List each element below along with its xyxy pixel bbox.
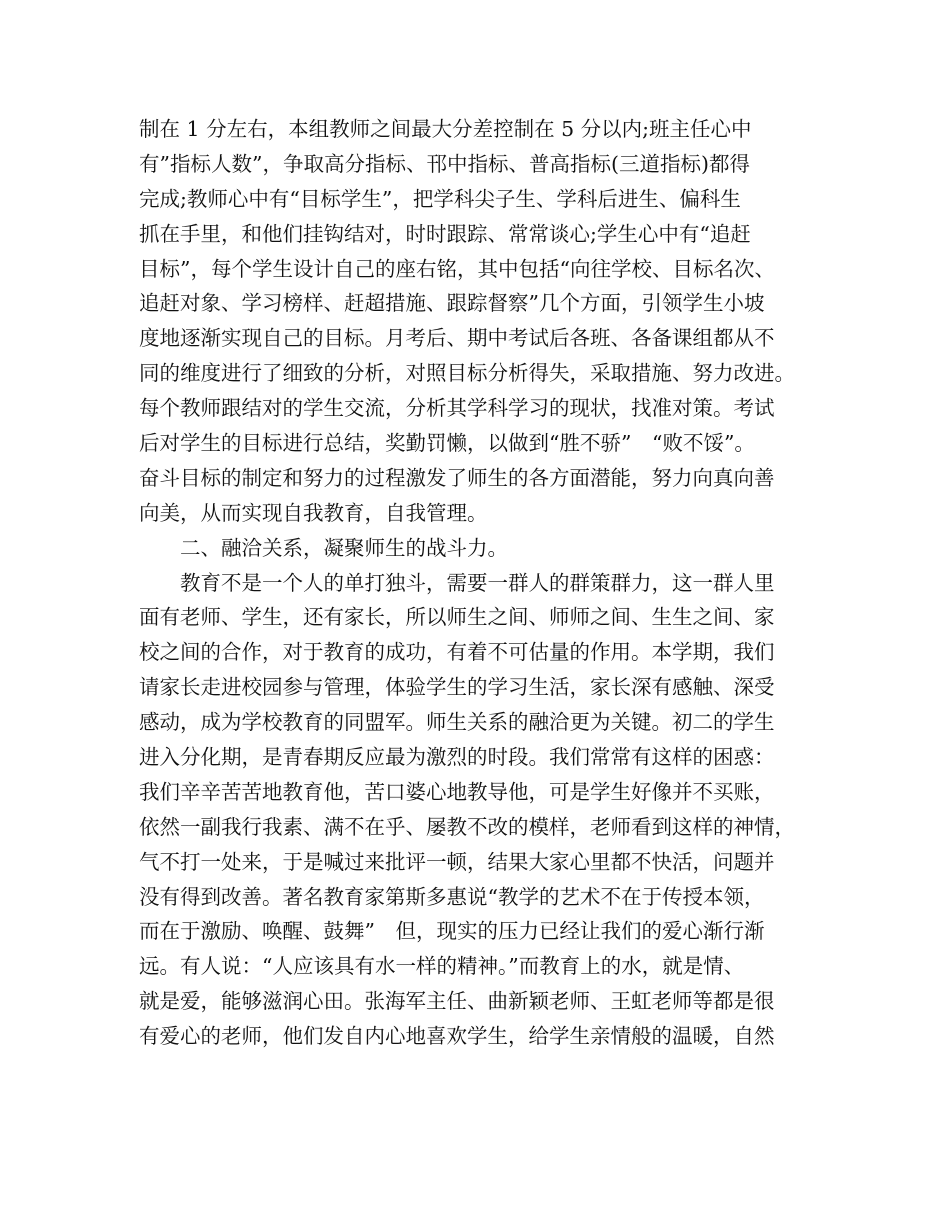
text-line: 每个教师跟结对的学生交流，分析其学科学习的现状，找准对策。考试 xyxy=(139,396,775,421)
text-line: 面有老师、学生，还有家长，所以师生之间、师师之间、生生之间、家 xyxy=(139,605,775,630)
text-line: 校之间的合作，对于教育的成功，有着不可估量的作用。本学期，我们 xyxy=(139,640,775,665)
text-line: 制在 1 分左右，本组教师之间最大分差控制在 5 分以内;班主任心中 xyxy=(139,117,752,141)
text-line: 奋斗目标的制定和努力的过程激发了师生的各方面潜能，努力向真向善 xyxy=(139,465,775,490)
text-line: 有”指标人数”，争取高分指标、邗中指标、普高指标(三道指标)都得 xyxy=(139,151,750,176)
text-line: 同的维度进行了细致的分析，对照目标分析得失，采取措施、努力改进。 xyxy=(139,361,795,386)
text-line: 追赶对象、学习榜样、赶超措施、跟踪督察”几个方面，引领学生小坡 xyxy=(139,291,765,316)
text-line: 我们辛辛苦苦地教育他，苦口婆心地教导他，可是学生好像并不买账， xyxy=(139,779,775,804)
text-line: 而在于激励、唤醒、鼓舞” 但，现实的压力已经让我们的爱心渐行渐 xyxy=(139,919,765,944)
text-line: 没有得到改善。著名教育家第斯多惠说“教学的艺术不在于传授本领， xyxy=(139,884,765,909)
text-line: 目标”，每个学生设计自己的座右铭，其中包括“向往学校、目标名次、 xyxy=(139,256,775,281)
text-line: 就是爱，能够滋润心田。张海军主任、曲新颖老师、王虹老师等都是很 xyxy=(139,989,775,1014)
text-line: 度地逐渐实现自己的目标。月考后、期中考试后各班、各备课组都从不 xyxy=(139,326,775,351)
text-line: 后对学生的目标进行总结，奖勤罚懒，以做到“胜不骄” “败不馁”。 xyxy=(139,431,755,456)
section-heading: 二、融洽关系，凝聚师生的战斗力。 xyxy=(180,535,508,560)
text-line: 依然一副我行我素、满不在乎、屡教不改的模样，老师看到这样的神情， xyxy=(139,814,795,839)
text-line: 抓在手里，和他们挂钩结对，时时跟踪、常常谈心;学生心中有“追赶 xyxy=(139,221,751,246)
text-line: 有爱心的老师，他们发自内心地喜欢学生，给学生亲情般的温暖，自然 xyxy=(139,1024,775,1049)
text-line: 感动，成为学校教育的同盟军。师生关系的融洽更为关键。初二的学生 xyxy=(139,710,775,735)
text-line: 气不打一处来，于是喊过来批评一顿，结果大家心里都不快活，问题并 xyxy=(139,849,775,874)
paragraph-first-line: 教育不是一个人的单打独斗，需要一群人的群策群力，这一群人里 xyxy=(180,570,775,595)
text-line: 向美，从而实现自我教育，自我管理。 xyxy=(139,500,488,525)
text-line: 请家长走进校园参与管理，体验学生的学习生活，家长深有感触、深受 xyxy=(139,675,775,700)
text-line: 进入分化期，是青春期反应最为激烈的时段。我们常常有这样的困惑： xyxy=(139,745,775,770)
document-body xyxy=(139,112,829,1054)
text-line: 远。有人说：“人应该具有水一样的精神。”而教育上的水，就是情、 xyxy=(139,954,745,979)
text-line: 完成;教师心中有“目标学生”，把学科尖子生、学科后进生、偏科生 xyxy=(139,186,741,211)
